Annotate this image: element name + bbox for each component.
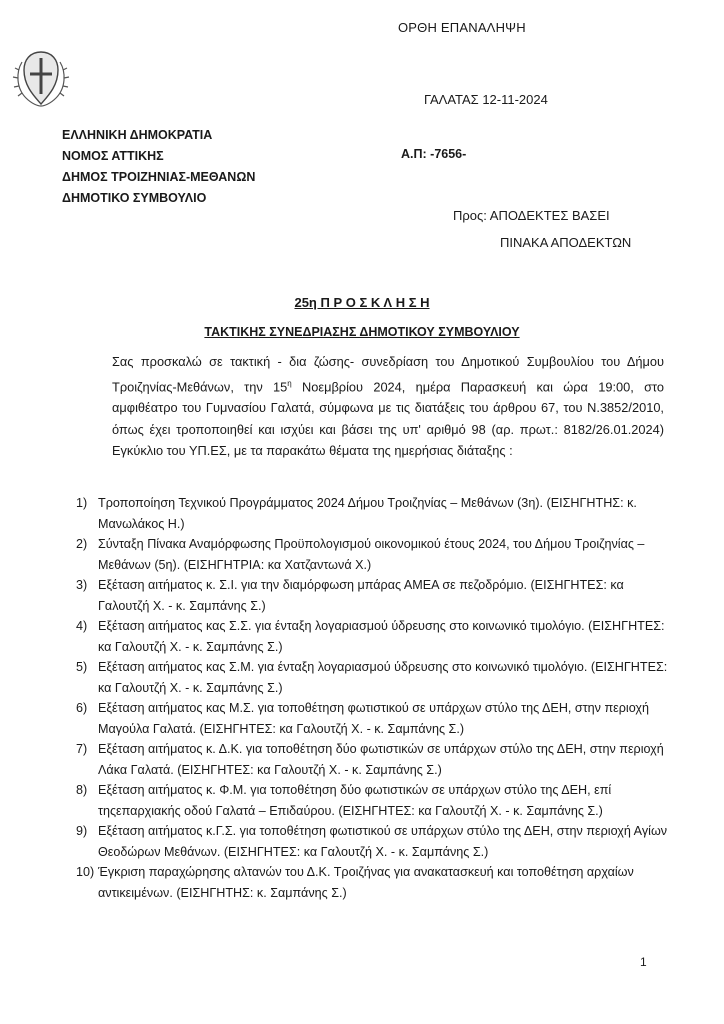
sender-line: ΝΟΜΟΣ ΑΤΤΙΚΗΣ <box>62 149 164 163</box>
agenda-item <box>76 575 676 616</box>
agenda-item-number: 10) <box>76 865 95 879</box>
agenda-item-text: Εξέταση αιτήματος κας Σ.Μ. για ένταξη λογαριασμού ύδρευσης στο κοινωνικό τιμολόγιο. (ΕΙΣΗΓΗΤΕΣ: κα Γαλουτζή Χ. - κ. Σαμπάνης Σ.) <box>98 660 668 695</box>
agenda-item-text: Εξέταση αιτήματος κ. Φ.Μ. για τοποθέτηση δύο φωτιστικών σε υπάρχων στύλο της ΔΕΗ, επί τηςεπαρχιακής οδού Γαλατά – Επιδαύρου. (ΕΙΣΗΓΗΤΕΣ: κα Γαλουτζή Χ. - κ. Σαμπάνης Σ.) <box>98 783 612 818</box>
agenda-item-text: Σύνταξη Πίνακα Αναμόρφωσης Προϋπολογισμού οικονομικού έτους 2024, του Δήμου Τροιζηνίας – Μεθάνων (5η). (ΕΙΣΗΓΗΤΡΙΑ: κα Χατζαντωνά Χ.) <box>98 537 645 572</box>
agenda-list <box>76 493 676 903</box>
intro-paragraph <box>112 351 664 462</box>
agenda-item <box>76 780 676 821</box>
intro-text: Νοεμβρίου 2024, ημέρα Παρασκευή και ώρα 19:00, στο αμφιθέατρο του Γυμνασίου Γαλατά, σύμφωνα με τις διατάξεις του άρθρου 67, του Ν.3852/2010, όπως έχει τροποποιηθεί και ισχύει και βάσει της υπ' αριθμό 98 (αρ. πρωτ.: 8182/26.01.2024) Εγκύκλιο του ΥΠ.ΕΣ, με τα παρακάτω θέματα της ημερήσιας διάταξης : <box>112 378 664 459</box>
agenda-item <box>76 616 676 657</box>
agenda-item-number: 3) <box>76 578 88 592</box>
sender-line: ΔΗΜΟΤΙΚΟ ΣΥΜΒΟΥΛΙΟ <box>62 191 207 205</box>
agenda-item-text: Τροποποίηση Τεχνικού Προγράμματος 2024 Δήμου Τροιζηνίας – Μεθάνων (3η). (ΕΙΣΗΓΗΤΗΣ: κ. Μανωλάκος Η.) <box>98 496 637 531</box>
agenda-item <box>76 493 676 534</box>
agenda-item-number: 9) <box>76 824 88 838</box>
agenda-item-text: Εξέταση αιτήματος κ. Σ.Ι. για την διαμόρφωση μπάρας ΑΜΕΑ σε πεζοδρόμιο. (ΕΙΣΗΓΗΤΕΣ: κα Γαλουτζή Χ. - κ. Σαμπάνης Σ.) <box>98 578 624 613</box>
agenda-item-number: 7) <box>76 742 88 756</box>
top-note: ΟΡΘΗ ΕΠΑΝΑΛΗΨΗ <box>398 20 526 35</box>
agenda-item-text: Εξέταση αιτήματος κ. Δ.Κ. για τοποθέτηση δύο φωτιστικών σε υπάρχων στύλο της ΔΕΗ, στην περιοχή Λάκα Γαλατά. (ΕΙΣΗΓΗΤΕΣ: κα Γαλουτζή Χ. - κ. Σαμπάνης Σ.) <box>98 742 664 777</box>
intro-text: Σας προσκαλώ σε τακτική - δια ζώσης- συνεδρίαση του Δημοτικού Συμβουλίου του Δήμου Τροιζηνίας-Μεθάνων, την 15 <box>112 354 664 394</box>
agenda-item-number: 5) <box>76 660 88 674</box>
agenda-item-number: 4) <box>76 619 88 633</box>
protocol-number: Α.Π: -7656- <box>401 147 467 161</box>
agenda-item <box>76 821 676 862</box>
agenda-item-text: Εξέταση αιτήματος κας Σ.Σ. για ένταξη λογαριασμού ύδρευσης στο κοινωνικό τιμολόγιο. (ΕΙΣΗΓΗΤΕΣ: κα Γαλουτζή Χ. - κ. Σαμπάνης Σ.) <box>98 619 665 654</box>
document-subtitle: ΤΑΚΤΙΚΗΣ ΣΥΝΕΔΡΙΑΣΗΣ ΔΗΜΟΤΙΚΟΥ ΣΥΜΒΟΥΛΙΟΥ <box>204 325 520 339</box>
document-date: ΓΑΛΑΤΑΣ 12-11-2024 <box>424 92 548 107</box>
agenda-item-number: 8) <box>76 783 88 797</box>
agenda-item <box>76 657 676 698</box>
intro-superscript: η <box>287 378 292 388</box>
agenda-item <box>76 862 676 903</box>
agenda-item-number: 2) <box>76 537 88 551</box>
agenda-item-text: Έγκριση παραχώρησης αλτανών του Δ.Κ. Τροιζήνας για ανακατασκευή και τοποθέτηση αρχαίων αντικειμένων. (ΕΙΣΗΓΗΤΗΣ: κ. Σαμπάνης Σ.) <box>98 865 634 900</box>
agenda-item-number: 1) <box>76 496 88 510</box>
sender-line: ΔΗΜΟΣ ΤΡΟΙΖΗΝΙΑΣ-ΜΕΘΑΝΩΝ <box>62 170 256 184</box>
agenda-item <box>76 698 676 739</box>
agenda-item <box>76 534 676 575</box>
agenda-item-text: Εξέταση αιτήματος κ.Γ.Σ. για τοποθέτηση φωτιστικού σε υπάρχων στύλο της ΔΕΗ, στην περιοχή Αγίων Θεοδώρων Μεθάνων. (ΕΙΣΗΓΗΤΕΣ: κα Γαλουτζή Χ. - κ. Σαμπάνης Σ.) <box>98 824 668 859</box>
recipients-line: Προς: ΑΠΟΔΕΚΤΕΣ ΒΑΣΕΙ <box>453 208 610 223</box>
sender-line: ΕΛΛΗΝΙΚΗ ΔΗΜΟΚΡΑΤΙΑ <box>62 128 213 142</box>
page-number: 1 <box>640 955 647 969</box>
greek-coat-of-arms-icon <box>10 48 72 110</box>
agenda-item-number: 6) <box>76 701 88 715</box>
document-title: 25η Π Ρ Ο Σ Κ Λ Η Σ Η <box>294 295 430 310</box>
sender-block <box>62 125 255 209</box>
recipients-line: ΠΙΝΑΚΑ ΑΠΟΔΕΚΤΩΝ <box>500 235 632 250</box>
agenda-item <box>76 739 676 780</box>
agenda-item-text: Εξέταση αιτήματος κας Μ.Σ. για τοποθέτηση φωτιστικού σε υπάρχων στύλο της ΔΕΗ, στην περιοχή Μαγούλα Γαλατά. (ΕΙΣΗΓΗΤΕΣ: κα Γαλουτζή Χ. - κ. Σαμπάνης Σ.) <box>98 701 650 736</box>
